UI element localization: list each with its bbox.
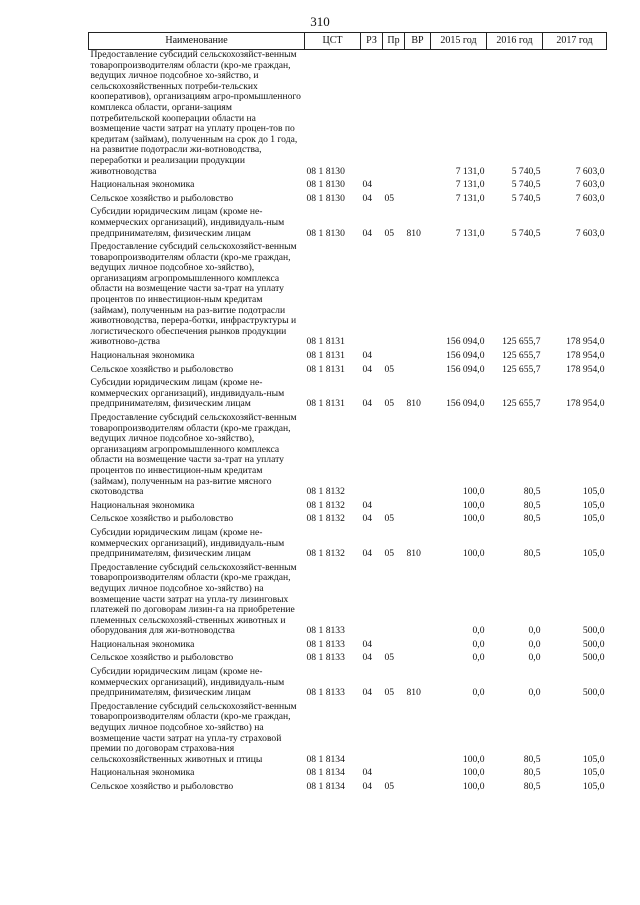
row-name: Предоставление субсидий сельскохозяйст-венным товаропроизводителям области (кро-ме граждан, ведущих личное подсобное хо-зяйство) на возмещение части затрат на упла-ту лизинговых платежей по договорам лизин-га на приобретение племенных сельскохозяй-ственных животных и оборудования для жи-вотноводства [90,561,297,637]
row-vr [405,413,431,501]
row-value-2017: 7 603,0 [575,165,605,177]
row-value-2015: 100,0 [462,753,485,765]
row-value-2015: 156 094,0 [446,363,485,375]
row-value-2015: 100,0 [462,486,485,498]
table-row [89,207,607,242]
row-cst: 08 1 8132 [306,486,345,498]
row-value-2017: 178 954,0 [566,350,605,362]
row-name: Субсидии юридическим лицам (кроме не-коммерческих организаций), индивидуаль-ным предпринимателям, физическим лицам [90,206,285,239]
row-rz: 04 [362,513,373,525]
row-rz [361,563,383,640]
row-rz: 04 [362,363,373,375]
table-row [89,50,607,181]
row-pr [383,180,405,194]
row-vr: 810 [406,398,421,410]
row-cst: 08 1 8133 [306,652,345,664]
row-rz: 04 [362,548,373,560]
row-name: Национальная экономика [90,499,195,511]
row-value-2017: 105,0 [582,486,605,498]
row-rz [361,702,383,769]
row-value-2016: 80,5 [523,513,541,525]
row-value-2017: 7 603,0 [575,179,605,191]
row-vr [405,653,431,667]
row-name: Предоставление субсидий сельскохозяйст-венным товаропроизводителям области (кро-ме граждан, ведущих личное подсобное хо-зяйство), организациям агропромышленного комплекса области на возмещение части за-трат на уплату процентов по инвестицион-ным кредитам (займам), полученным на раз-витие мясного скотоводства [90,412,297,498]
row-value-2015: 100,0 [462,513,485,525]
row-value-2017: 105,0 [582,767,605,779]
row-value-2015: 7 131,0 [455,192,485,204]
row-value-2015: 156 094,0 [446,336,485,348]
row-value-2017: 7 603,0 [575,227,605,239]
row-value-2017: 105,0 [582,753,605,765]
row-value-2017: 178 954,0 [566,398,605,410]
row-value-2016: 80,5 [523,499,541,511]
row-pr: 05 [384,363,395,375]
row-value-2017: 500,0 [582,687,605,699]
row-rz [361,50,383,181]
row-value-2016: 80,5 [523,753,541,765]
row-vr: 810 [406,227,421,239]
row-value-2016: 5 740,5 [511,179,541,191]
row-pr [383,501,405,515]
row-vr [405,180,431,194]
row-vr [405,702,431,769]
header-2017: 2017 год [543,33,607,50]
row-name: Сельское хозяйство и рыболовство [90,192,234,204]
row-name: Национальная экономика [90,350,195,362]
row-rz [361,413,383,501]
row-rz [361,242,383,351]
row-value-2015: 0,0 [472,638,485,650]
row-name: Предоставление субсидий сельскохозяйст-венным товаропроизводителям области (кро-ме граждан, ведущих личное подсобное хо-зяйство) на возмещение части затрат на упла-ту страховой премии по договорам страхова-ния сельскохозяйственных животных и птицы [90,700,297,765]
row-pr: 05 [384,781,395,792]
row-name: Сельское хозяйство и рыболовство [90,513,234,525]
table-row [89,501,607,515]
row-value-2016: 5 740,5 [511,165,541,177]
row-value-2015: 0,0 [472,625,485,637]
row-pr [383,563,405,640]
row-rz: 04 [362,638,373,650]
row-cst: 08 1 8131 [306,398,345,410]
row-cst: 08 1 8131 [306,363,345,375]
row-pr [383,640,405,654]
row-value-2016: 80,5 [523,781,541,792]
row-name: Сельское хозяйство и рыболовство [90,363,234,375]
row-cst: 08 1 8132 [306,548,345,560]
table-row [89,768,607,782]
row-value-2016: 80,5 [523,548,541,560]
table-row [89,378,607,413]
row-value-2015: 156 094,0 [446,350,485,362]
row-value-2017: 500,0 [582,625,605,637]
table-row [89,194,607,208]
row-value-2017: 178 954,0 [566,336,605,348]
table-row [89,782,607,796]
row-value-2015: 0,0 [472,687,485,699]
table-row [89,351,607,365]
row-name: Субсидии юридическим лицам (кроме не-коммерческих организаций), индивидуаль-ным предпринимателям, физическим лицам [90,526,285,560]
row-cst: 08 1 8130 [306,165,345,177]
row-name: Предоставление субсидий сельскохозяйст-венным товаропроизводителям области (кро-ме граждан, ведущих личное подсобное хо-зяйство, и сельскохозяйственных потреби-тельских кооперативов), организациям агро-промышленного комплекса области, органи-зациям потребительской кооперации области на возмещение части затрат на уплату процен-тов по кредитам (займам), полученным на срок до 1 года, на развитие подотрасли жи-вотноводства, переработки и реализации продукции животноводства [90,49,301,177]
row-pr [383,768,405,782]
row-cst: 08 1 8133 [306,638,345,650]
header-cst: ЦСТ [305,33,361,50]
row-value-2016: 125 655,7 [502,363,541,375]
row-pr: 05 [384,192,395,204]
header-2016: 2016 год [487,33,543,50]
row-value-2015: 100,0 [462,499,485,511]
row-vr [405,782,431,796]
row-value-2015: 7 131,0 [455,227,485,239]
row-value-2015: 100,0 [462,548,485,560]
row-value-2017: 178 954,0 [566,363,605,375]
row-cst: 08 1 8132 [306,499,345,511]
row-value-2016: 80,5 [523,486,541,498]
row-rz: 04 [362,652,373,664]
row-cst: 08 1 8130 [306,192,345,204]
row-cst: 08 1 8133 [306,687,345,699]
header-vr: ВР [405,33,431,50]
table-header-row [89,33,607,50]
row-cst: 08 1 8131 [306,350,345,362]
row-rz: 04 [362,781,373,792]
row-value-2016: 125 655,7 [502,336,541,348]
row-pr [383,242,405,351]
row-name: Национальная экономика [90,638,195,650]
table-row [89,640,607,654]
row-vr [405,365,431,379]
row-value-2016: 5 740,5 [511,192,541,204]
budget-table [88,32,607,796]
row-value-2017: 500,0 [582,638,605,650]
row-pr: 05 [384,652,395,664]
row-vr: 810 [406,548,421,560]
row-name: Сельское хозяйство и рыболовство [90,781,234,792]
row-name: Субсидии юридическим лицам (кроме не-коммерческих организаций), индивидуаль-ным предпринимателям, физическим лицам [90,377,285,410]
table-row [89,528,607,563]
row-value-2017: 7 603,0 [575,192,605,204]
row-vr [405,768,431,782]
row-name: Субсидии юридическим лицам (кроме не-коммерческих организаций), индивидуаль-ным предпринимателям, физическим лицам [90,666,285,699]
table-row [89,702,607,769]
row-pr [383,702,405,769]
row-value-2015: 100,0 [462,767,485,779]
row-vr [405,50,431,181]
row-cst: 08 1 8134 [306,753,345,765]
row-value-2017: 500,0 [582,652,605,664]
row-value-2016: 5 740,5 [511,227,541,239]
row-pr: 05 [384,227,395,239]
row-pr: 05 [384,548,395,560]
table-row [89,514,607,528]
table-row [89,180,607,194]
row-value-2015: 7 131,0 [455,165,485,177]
row-vr [405,242,431,351]
row-value-2015: 7 131,0 [455,179,485,191]
row-cst: 08 1 8134 [306,781,345,792]
row-pr [383,50,405,181]
row-value-2016: 0,0 [528,638,541,650]
row-pr: 05 [384,398,395,410]
header-pr: Пр [383,33,405,50]
row-vr [405,563,431,640]
row-cst: 08 1 8132 [306,513,345,525]
header-name: Наименование [89,33,305,50]
row-cst: 08 1 8134 [306,767,345,779]
row-vr [405,501,431,515]
row-value-2017: 105,0 [582,781,605,792]
table-row [89,242,607,351]
row-rz: 04 [362,499,373,511]
row-rz: 04 [362,350,373,362]
row-value-2016: 0,0 [528,652,541,664]
row-value-2016: 0,0 [528,625,541,637]
row-vr [405,351,431,365]
row-name: Сельское хозяйство и рыболовство [90,652,234,664]
page-number: 310 [310,14,330,29]
row-value-2017: 105,0 [582,513,605,525]
row-rz: 04 [362,227,373,239]
table-row [89,413,607,501]
row-vr: 810 [406,687,421,699]
row-pr [383,413,405,501]
table-row [89,563,607,640]
row-name: Национальная экономика [90,179,195,191]
row-vr [405,640,431,654]
header-rz: РЗ [361,33,383,50]
row-value-2017: 105,0 [582,548,605,560]
row-cst: 08 1 8130 [306,179,345,191]
row-cst: 08 1 8133 [306,625,345,637]
row-cst: 08 1 8130 [306,227,345,239]
row-vr [405,194,431,208]
table-row [89,365,607,379]
row-name: Предоставление субсидий сельскохозяйст-венным товаропроизводителям области (кро-ме граждан, ведущих личное подсобное хо-зяйство), организациям агропромышленного комплекса области на возмещение части за-трат на уплату процентов по инвестицион-ным кредитам (займам), полученным на раз-витие подотрасли животноводства, перера-ботки, инфраструктуры и логистического обеспечения рынков продукции животново-дства [90,241,297,348]
table-body [89,50,607,796]
row-name: Национальная экономика [90,767,195,779]
row-pr: 05 [384,513,395,525]
row-value-2017: 105,0 [582,499,605,511]
row-vr [405,514,431,528]
row-value-2015: 100,0 [462,781,485,792]
row-value-2015: 0,0 [472,652,485,664]
row-rz: 04 [362,192,373,204]
table-row [89,653,607,667]
row-pr [383,351,405,365]
row-rz: 04 [362,179,373,191]
row-value-2016: 80,5 [523,767,541,779]
header-2015: 2015 год [431,33,487,50]
row-rz: 04 [362,767,373,779]
row-cst: 08 1 8131 [306,336,345,348]
row-value-2016: 0,0 [528,687,541,699]
row-rz: 04 [362,398,373,410]
row-pr: 05 [384,687,395,699]
row-rz: 04 [362,687,373,699]
row-value-2016: 125 655,7 [502,398,541,410]
row-value-2016: 125 655,7 [502,350,541,362]
table-row [89,667,607,702]
row-value-2015: 156 094,0 [446,398,485,410]
